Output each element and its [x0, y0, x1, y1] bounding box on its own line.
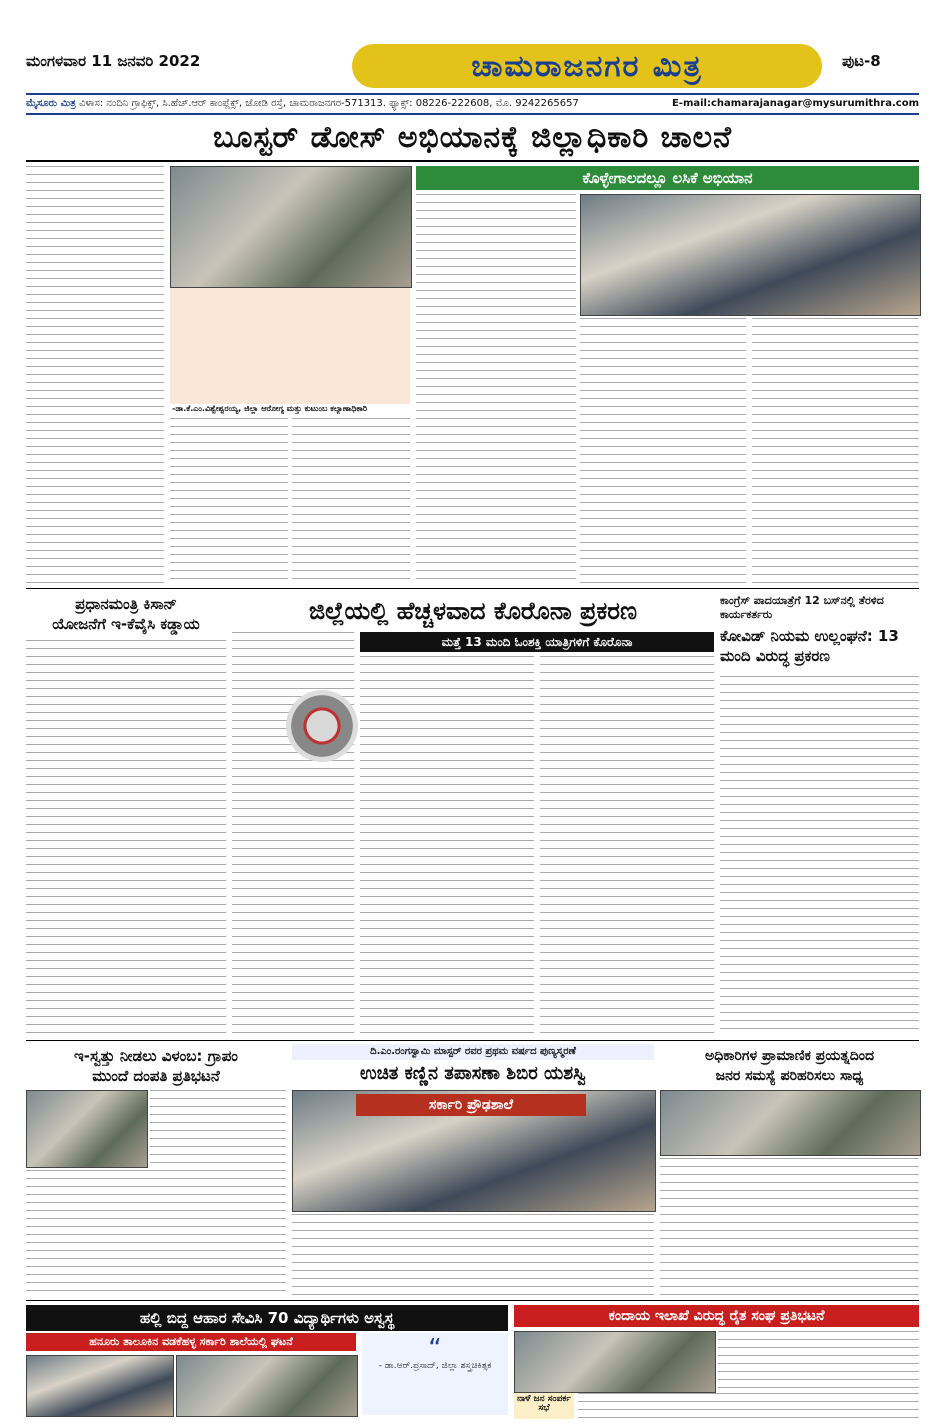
kollegal-body-text — [416, 194, 576, 584]
officers-title — [660, 1046, 919, 1086]
kisan-title-line2: ಯೋಜನೆಗೆ ಇ-ಕೆವೈಸಿ ಕಡ್ಡಾಯ — [52, 615, 200, 633]
eswathu-title-line2: ಮುಂದೆ ದಂಪತಿ ಪ್ರತಿಭಟನೆ — [92, 1067, 220, 1085]
eswathu-title — [26, 1046, 286, 1086]
lead-body-text-col2 — [170, 418, 288, 584]
food-subhead: ಹನೂರು ತಾಲೂಕಿನ ವಡಕೆಹಳ್ಳ ಸರ್ಕಾರಿ ಶಾಲೆಯಲ್ಲಿ ಘಟನೆ — [26, 1333, 356, 1351]
hospital-photo-1 — [26, 1355, 174, 1417]
kollegal-photo — [580, 194, 921, 316]
corona-headline: ಜಿಲ್ಲೆಯಲ್ಲಿ ಹೆಚ್ಚಳವಾದ ಕೊರೊನಾ ಪ್ರಕರಣ — [309, 597, 637, 625]
kisan-title-line1: ಪ್ರಧಾನಮಂತ್ರಿ ಕಿಸಾನ್ — [75, 595, 177, 613]
page-number: ಪುಟ-8 — [842, 52, 881, 70]
quote-mark-icon: “ — [428, 1334, 442, 1364]
brand-name: ಮೈಸೂರು ಮಿತ್ರ — [26, 98, 76, 109]
doctor-quote — [362, 1333, 508, 1415]
officers-title-line1: ಅಧಿಕಾರಿಗಳ ಪ್ರಾಮಾಣಿಕ ಪ್ರಯತ್ನದಿಂದ — [704, 1048, 874, 1064]
congress-body-text — [720, 676, 919, 1036]
kisan-body-text — [26, 640, 226, 1036]
lead-caption — [170, 288, 410, 404]
school-sign: ಸರ್ಕಾರಿ ಪ್ರೌಢಶಾಲೆ — [356, 1094, 586, 1116]
divider — [26, 1040, 919, 1041]
eswathu-title-line1: ಇ-ಸ್ವತ್ತು ನೀಡಲು ವಿಳಂಬ: ಗ್ರಾಪಂ — [74, 1047, 238, 1065]
food-headline: ಹಲ್ಲಿ ಬಿದ್ದ ಆಹಾರ ಸೇವಿಸಿ 70 ವಿದ್ಯಾರ್ಥಿಗಳು ಅಸ್ವಸ್ಥ — [26, 1305, 508, 1331]
address-strip — [26, 93, 919, 115]
kisan-title — [26, 594, 226, 634]
caption-credit: -ಡಾ.ಕೆ.ಎಂ.ವಿಶ್ವೇಶ್ವರಯ್ಯ, ಜಿಲ್ಲಾ ಆರೋಗ್ಯ ಮತ್ತು ಕುಟುಂಬ ಕಲ್ಯಾಣಾಧಿಕಾರಿ — [172, 404, 368, 413]
lead-body-text-col3 — [292, 418, 410, 584]
eswathu-body-text — [150, 1090, 286, 1166]
eswathu-body-text-2 — [26, 1170, 286, 1296]
office-address: ವಿಳಾಸ: ನಂದಿನಿ ಗ್ರಾಫಿಕ್ಸ್, ಸಿ.ಹೆಚ್.ಆರ್ ಕಾಂಪ್ಲೆಕ್ಸ್, ಜೋಡಿ ರಸ್ತೆ, ಚಾಮರಾಜನಗರ-571313. ಫ್ಯಾಕ್ಸ್: 08226-222608, ಮೊ. 9242265657 — [79, 98, 579, 109]
officers-body-text — [660, 1158, 919, 1296]
congress-kicker: ಕಾಂಗ್ರೆಸ್ ಪಾದಯಾತ್ರೆಗೆ 12 ಬಸ್‌ನಲ್ಲಿ ತೆರಳಿದ ಕಾರ್ಯಕರ್ತರು — [720, 594, 884, 621]
kollegal-body-text-col2 — [580, 318, 746, 584]
divider — [26, 160, 919, 162]
email-address: E-mail:chamarajanagar@mysurumithra.com — [671, 98, 919, 109]
farmers-body-text — [718, 1331, 919, 1391]
eyecamp-body-text — [292, 1214, 654, 1296]
officers-title-line2: ಜನರ ಸಮಸ್ಯೆ ಪರಿಹರಿಸಲು ಸಾಧ್ಯ — [715, 1068, 864, 1084]
corona-subhead: ಮತ್ತೆ 13 ಮಂದಿ ಓಂಶಕ್ತಿ ಯಾತ್ರಿಗಳಿಗೆ ಕೊರೊನಾ — [360, 632, 714, 652]
eyecamp-kicker: ದಿ.ಎಂ.ರಂಗಸ್ವಾಮಿ ಮಾಸ್ಟರ್ ರವರ ಪ್ರಥಮ ವರ್ಷದ ಪುಣ್ಯಸ್ಮರಣೆ — [292, 1044, 654, 1060]
eyecamp-title: ಉಚಿತ ಕಣ್ಣಿನ ತಪಾಸಣಾ ಶಿಬಿರ ಯಶಸ್ವಿ — [360, 1063, 586, 1084]
masthead-title: ಚಾಮರಾಜನಗರ ಮಿತ್ರ — [471, 48, 703, 84]
kollegal-title: ಕೊಳ್ಳೇಗಾಲದಲ್ಲೂ ಲಸಿಕೆ ಅಭಿಯಾನ — [416, 166, 919, 190]
hospital-photo-2 — [176, 1355, 358, 1417]
virus-image — [286, 690, 358, 762]
vaccination-photo — [170, 166, 412, 288]
lead-headline: ಬೂಸ್ಟರ್ ಡೋಸ್ ಅಭಿಯಾನಕ್ಕೆ ಜಿಲ್ಲಾಧಿಕಾರಿ ಚಾಲನೆ — [213, 120, 732, 155]
congress-title: ಕೋವಿಡ್ ನಿಯಮ ಉಲ್ಲಂಘನೆ: 13 ಮಂದಿ ವಿರುದ್ಧ ಪ್ರಕರಣ — [720, 627, 899, 665]
lead-body-text-col1 — [26, 166, 164, 584]
quote-credit: - ಡಾ.ಆರ್.ಪ್ರಸಾದ್, ಜಿಲ್ಲಾ ಶಸ್ತ್ರಚಿಕಿತ್ಸಕ — [378, 1361, 492, 1371]
janasampark-box: ನಾಳೆ ಜನ ಸಂಪರ್ಕ ಸಭೆ — [514, 1393, 574, 1419]
kollegal-body-text-col3 — [752, 318, 919, 584]
couple-protest-photo — [26, 1090, 148, 1168]
corona-body-text-col3 — [540, 656, 714, 1036]
issue-date: ಮಂಗಳವಾರ 11 ಜನವರಿ 2022 — [26, 52, 201, 70]
divider — [26, 588, 919, 589]
corona-body-text-col2 — [360, 656, 534, 1036]
janasampark-body-text — [578, 1393, 919, 1419]
masthead — [352, 44, 822, 88]
farmers-protest-photo — [514, 1331, 716, 1393]
farmers-headline: ಕಂದಾಯ ಇಲಾಖೆ ವಿರುದ್ಧ ರೈತ ಸಂಘ ಪ್ರತಿಭಟನೆ — [514, 1305, 919, 1327]
officers-photo — [660, 1090, 921, 1156]
divider — [26, 1300, 919, 1301]
